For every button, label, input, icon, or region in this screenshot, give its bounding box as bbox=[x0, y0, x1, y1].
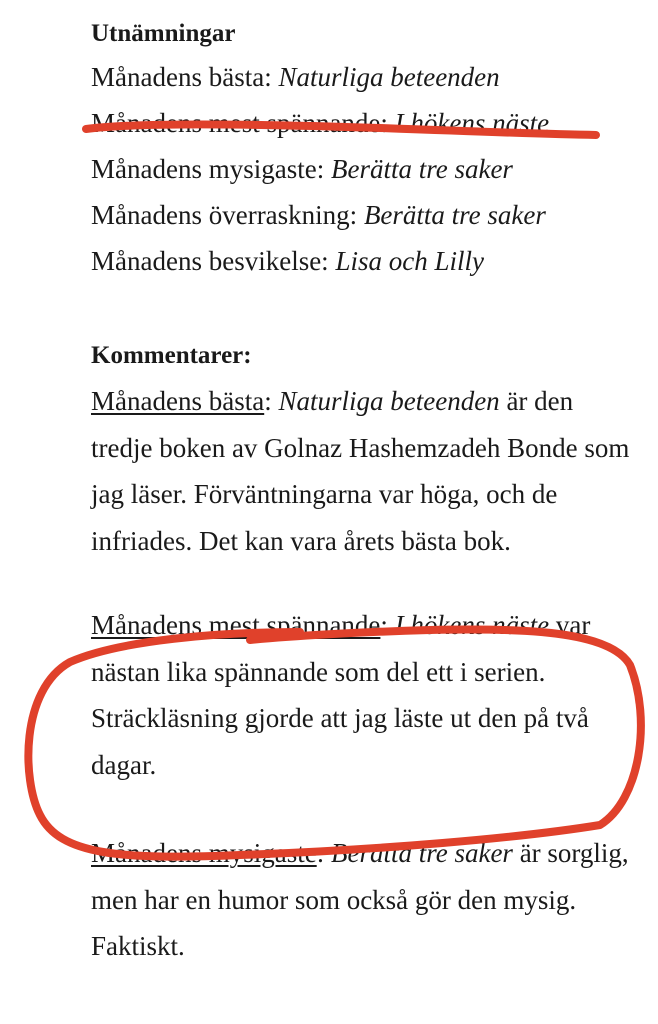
comment-label: Månadens bästa bbox=[91, 386, 265, 416]
nominations-heading: Utnämningar bbox=[91, 20, 236, 47]
nomination-coziest bbox=[91, 146, 636, 192]
nomination-title: Lisa och Lilly bbox=[335, 246, 484, 276]
comment-text: är sorglig, men har en humor som också gör den mysig. Faktiskt. bbox=[91, 838, 629, 961]
nomination-title: I hökens näste bbox=[394, 108, 550, 138]
nomination-label: Månadens mest spännande: bbox=[91, 108, 395, 138]
comment-title: I hökens näste bbox=[394, 610, 550, 640]
nomination-surprise bbox=[91, 192, 636, 238]
comment-title: Naturliga beteenden bbox=[278, 386, 500, 416]
nomination-most-exciting bbox=[91, 100, 636, 146]
nomination-title: Berätta tre saker bbox=[330, 154, 513, 184]
nomination-label: Månadens bästa: bbox=[91, 62, 279, 92]
nomination-title: Berätta tre saker bbox=[363, 200, 546, 230]
nomination-disappointment bbox=[91, 238, 636, 284]
comment-coziest: Månadens mysigaste: Berätta tre saker är sorglig, men har en humor som också gör den mysig. Faktiskt. bbox=[91, 838, 629, 961]
comments-heading: Kommentarer: bbox=[91, 342, 252, 369]
comment-title: Berätta tre saker bbox=[330, 838, 513, 868]
comment-text: var nästan lika spännande som del ett i serien. Sträckläsning gjorde att jag läste ut den på två dagar. bbox=[91, 610, 591, 780]
nomination-label: Månadens besvikelse: bbox=[91, 246, 336, 276]
article-content bbox=[91, 14, 636, 970]
comment-label: Månadens mysigaste bbox=[91, 838, 317, 868]
comment-best: Månadens bästa: Naturliga beteenden är den tredje boken av Golnaz Hashemzadeh Bonde som jag läser. Förväntningarna var höga, och de infriades. Det kan vara årets bästa bok. bbox=[91, 386, 630, 556]
comment-label: Månadens mest spännande bbox=[91, 610, 381, 640]
comment-most-exciting: Månadens mest spännande: I hökens näste var nästan lika spännande som del ett i serien. Sträckläsning gjorde att jag läste ut den på två dagar. bbox=[91, 610, 591, 780]
nomination-label: Månadens mysigaste: bbox=[91, 154, 331, 184]
nomination-label: Månadens överraskning: bbox=[91, 200, 364, 230]
nomination-title: Naturliga beteenden bbox=[278, 62, 500, 92]
nomination-best bbox=[91, 54, 636, 100]
comment-text: är den tredje boken av Golnaz Hashemzadeh Bonde som jag läser. Förväntningarna var höga, och de infriades. Det kan vara årets bästa bok. bbox=[91, 386, 630, 556]
